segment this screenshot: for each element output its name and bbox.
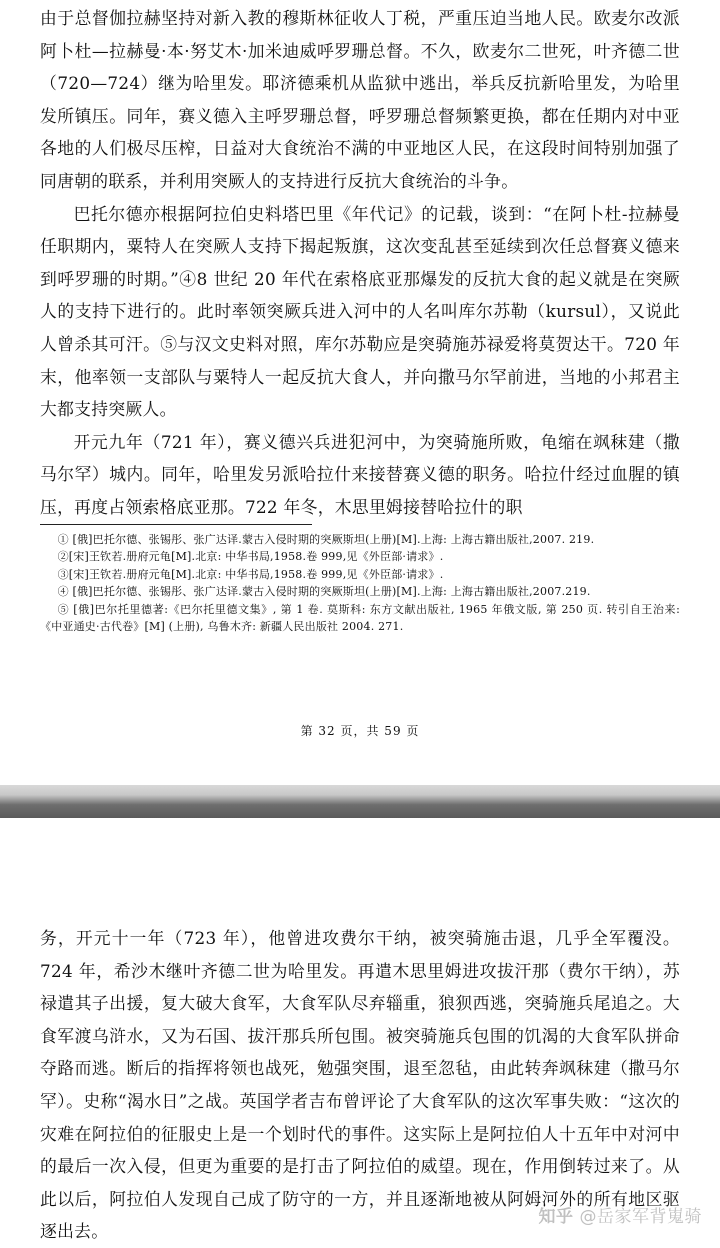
paragraph-3: 开元九年（721 年），赛义德兴兵进犯河中，为突骑施所败，龟缩在飒秣建（撒马尔罕）城内。同年，哈里发另派哈拉什来接替赛义德的职务。哈拉什经过血腥的镇压，再度占领索格底亚那。722 年冬，木思里姆接替哈拉什的职 bbox=[40, 431, 680, 517]
document-page-bottom bbox=[0, 818, 720, 1241]
page-separator bbox=[0, 785, 720, 818]
footnotes-section bbox=[40, 524, 680, 635]
footnote-divider bbox=[40, 524, 312, 525]
footnote-5: ⑤ [俄]巴尔托里德著:《巴尔托里德文集》, 第 1 卷. 莫斯科: 东方文献出版社, 1965 年俄文版, 第 250 页. 转引自王治来:《中亚通史·古代卷》[M] (上册), 乌鲁木齐: 新疆人民出版社 2004. 271. bbox=[40, 602, 680, 634]
footnote-4: ④ [俄]巴托尔德、张锡彤、张广达译.蒙古入侵时期的突厥斯坦(上册)[M].上海: 上海古籍出版社,2007.219. bbox=[57, 585, 591, 599]
paragraph-1: 由于总督伽拉赫坚持对新入教的穆斯林征收人丁税，严重压迫当地人民。欧麦尔改派阿卜杜—拉赫曼·本·努艾木·加米迪威呼罗珊总督。不久，欧麦尔二世死，叶齐德二世（720—724）继为哈里发。耶济德乘机从监狱中逃出，举兵反抗新哈里发，为哈里发所镇压。同年，赛义德入主呼罗珊总督，呼罗珊总督频繁更换，都在任期内对中亚各地的人们极尽压榨，日益对大食统治不满的中亚地区人民，在这段时间特别加强了同唐朝的联系，并利用突厥人的支持进行反抗大食统治的斗争。 bbox=[40, 8, 680, 191]
main-text-block-continued bbox=[40, 922, 680, 1248]
watermark bbox=[539, 1202, 703, 1227]
main-text-block bbox=[40, 2, 680, 524]
footnote-1: ① [俄]巴托尔德、张锡彤、张广达译.蒙古入侵时期的突厥斯坦(上册)[M].上海: 上海古籍出版社,2007. 219. bbox=[57, 533, 595, 546]
footnote-3: ③[宋]王钦若.册府元龟[M].北京: 中华书局,1958.卷 999,见《外臣部·请求》. bbox=[57, 567, 444, 581]
watermark-author: @岳家军背嵬骑 bbox=[579, 1207, 702, 1227]
paragraph-2: 巴托尔德亦根据阿拉伯史料塔巴里《年代记》的记载，谈到：“在阿卜杜-拉赫曼任职期内，粟特人在突厥人支持下揭起叛旗，这次变乱甚至延续到次任总督赛义德来到呼罗珊的时期。”④8 世纪 20 年代在索格底亚那爆发的反抗大食的起义就是在突厥人的支持下进行的。此时率领突厥兵进入河中的人名叫库尔苏勒（kursul），又说此人曾杀其可汗。⑤与汉文史料对照，库尔苏勒应是突骑施苏禄爱将莫贺达干。720 年末，他率领一支部队与粟特人一起反抗大食人，并向撒马尔罕前进，当地的小邦君主大都支持突厥人。 bbox=[40, 203, 680, 420]
page-number: 第 32 页，共 59 页 bbox=[300, 724, 420, 738]
zhihu-logo: 知乎 bbox=[538, 1207, 574, 1227]
footnote-2: ②[宋]王钦若.册府元龟[M].北京: 中华书局,1958.卷 999,见《外臣部·请求》. bbox=[57, 550, 444, 564]
paragraph-continued: 务，开元十一年（723 年），他曾进攻费尔干纳，被突骑施击退，几乎全军覆没。724 年，希沙木继叶齐德二世为哈里发。再遣木思里姆进攻拔汗那（费尔干纳），苏禄遣其子出援，复大破大食军，大食军队尽弃辎重，狼狈西逃，突骑施兵尾追之。大食军渡乌浒水，又为石国、拔汗那兵所包围。被突骑施兵包围的饥渴的大食军队拼命夺路而逃。断后的指挥将领也战死，勉强突围，退至忽毡，由此转奔飒秣建（撒马尔罕）。史称“渴水日”之战。英国学者吉布曾评论了大食军队的这次军事失败：“这次的灾难在阿拉伯的征服史上是一个划时代的事件。这实际上是阿拉伯人十五年中对河中的最后一次入侵，但更为重要的是打击了阿拉伯的威望。现在，作用倒转过来了。从此以后，阿拉伯人发现自己成了防守的一方，并且逐渐地被从阿姆河外的所有地区驱逐出去。 bbox=[40, 928, 680, 1242]
